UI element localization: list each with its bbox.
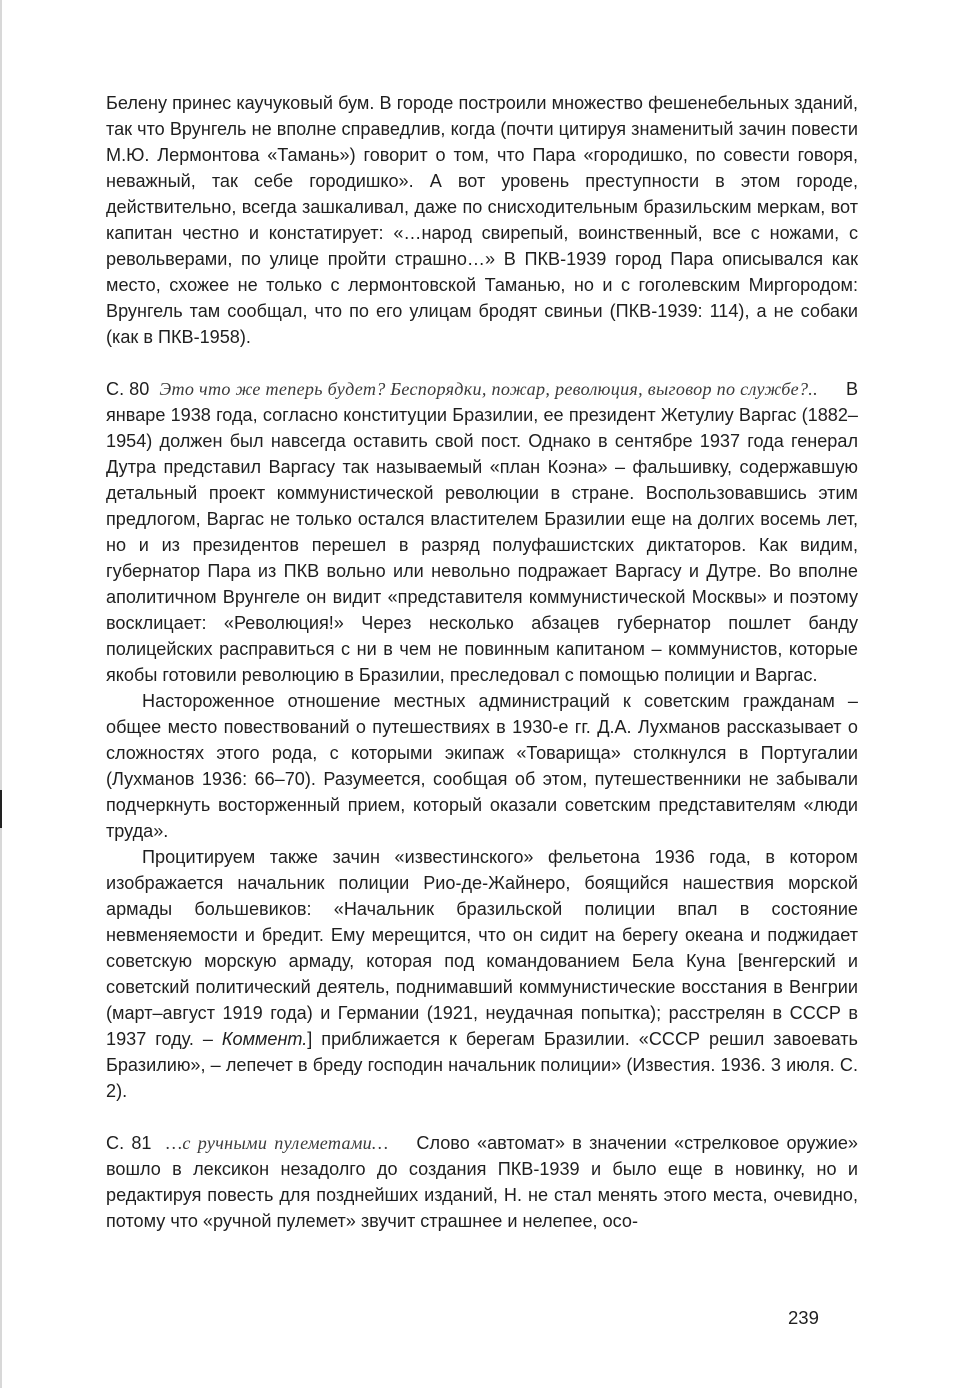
page-reference: С. 80 [106,379,150,399]
paragraph-para-city: Белену принес каучуковый бум. В городе построили множество фешенебельных зданий, так что Врунгель не вполне справедлив, когда (почти цитируя знаменитый зачин повести М.Ю. Лермонтова «Тамань») говорит о том, что Пара «городишко, по совести говоря, неважный, так себе городишко». А вот уровень преступности в этом городе, действительно, всегда зашкаливал, даже по снисходительным бразильским меркам, вот капитан честно и констатирует: «…народ свирепый, воинственный, все с ножами, с револьверами, по улице пройти страшно…» В ПКВ-1939 город Пара описывался как место, схожее не только с лермонтовской Таманью, но и с гоголевским Миргородом: Врунгель там сообщал, что по его улицам бродят свиньи (ПКВ-1939: 114), а не собаки (как в ПКВ-1958). [106,93,858,347]
page-edge [0,0,2,1388]
paragraph-text-before: Процитируем также зачин «известинского» фельетона 1936 года, в котором изображается начальник полиции Рио-де-Жайнеро, боящийся нашествия морской армады большевиков: «Начальник бразильской полиции впал в состояние невменяемости и бредит. Ему мерещится, что он сидит на берегу океана и поджидает советскую морскую армаду, которая под командованием Бела Куна [венгерский и советский политический деятель, поднимавший коммунистические восстания в Венгрии (март–август 1919 года) и Германии (1921, неудачная попытка); расстрелян в СССР в 1937 году. – [106,847,858,1049]
commentary-entry-p80 [106,376,858,688]
paragraph-izvestia [106,844,858,1104]
page-edge-mark [0,790,2,828]
page-reference: С. 81 [106,1133,152,1153]
section-gap [106,1104,858,1130]
commentary-text: В январе 1938 года, согласно конституции Бразилии, ее президент Жетулиу Варгас (1882–1954) должен был навсегда оставить свой пост. Однако в сентябре 1937 года генерал Дутра представил Варгасу так называемый «план Коэна» – фальшивку, содержавшую детальный проект коммунистической революции в стране. Воспользовавшись этим предлогом, Варгас не только остался властителем Бразилии еще на долгих восемь лет, но и из президентов перешел в разряд полуфашистских диктаторов. Как видим, губернатор Пара из ПКВ вольно или невольно подражает Варгасу и Дутре. Во вполне аполитичном Врунгеле он видит «представителя коммунистической Москвы» и поэтому восклицает: «Революция!» Через несколько абзацев губернатор пошлет банду полицейских расправиться с ни в чем не повинным капитаном – коммунистов, которые якобы готовили революцию в Бразилии, преследовал с помощью полиции и Варгас. [106,379,859,685]
quoted-lemma: Это что же теперь будет? Беспорядки, пожар, революция, выговор по службе?.. [159,379,818,399]
quoted-lemma: …с ручными пулеметами… [166,1133,389,1153]
page-body [106,90,858,1234]
paragraph-text-after: ] приближается к берегам Бразилии. «СССР решил завоевать Бразилию», – лепечет в бреду господин начальник полиции» (Известия. 1936. 3 июля. С. 2). [106,1029,858,1101]
italic-comment-marker: Коммент. [221,1029,308,1049]
paragraph-luhmanov: Настороженное отношение местных администраций к советским гражданам – общее место повествований о путешествиях в 1930-е гг. Д.А. Лухманов рассказывает о сложностях этого рода, с которыми экипаж «Товарища» столкнулся в Португалии (Лухманов 1936: 66–70). Разумеется, сообщая об этом, путешественники не забывали подчеркнуть восторженный прием, который оказали советским представителям «люди труда». [106,691,858,841]
commentary-entry-p81 [106,1130,858,1234]
section-gap [106,350,858,376]
page-number: 239 [788,1307,819,1328]
commentary-text: Слово «автомат» в значении «стрелковое оружие» вошло в лексикон незадолго до создания ПКВ-1939 и было еще в новинку, но и редактируя повесть для позднейших изданий, Н. не стал менять этого места, очевидно, потому что «ручной пулемет» звучит страшнее и нелепее, осо- [106,1133,858,1231]
